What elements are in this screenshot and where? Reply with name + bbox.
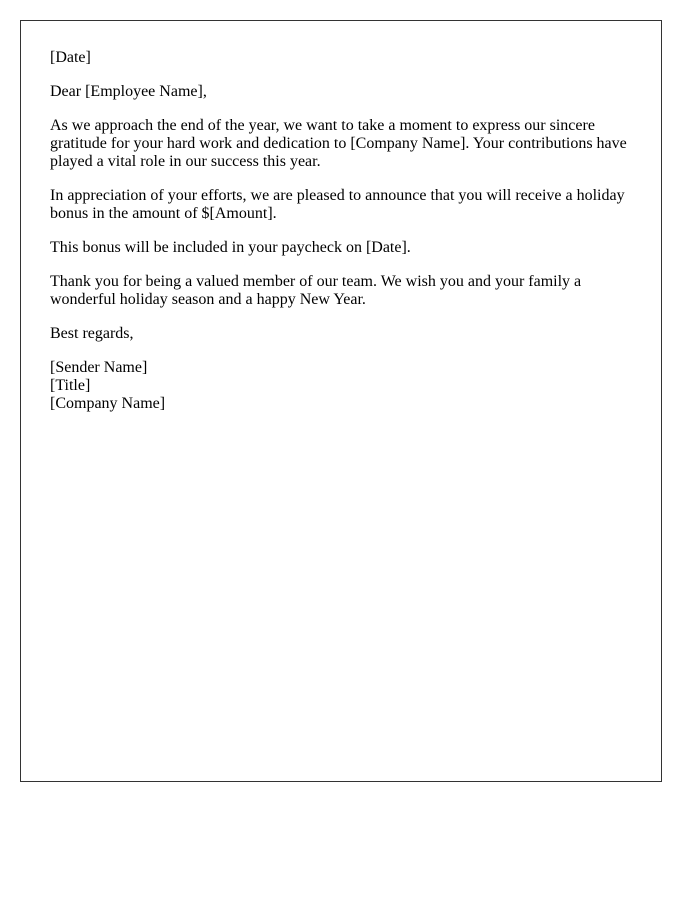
letter-body (50, 49, 640, 413)
letter-page (20, 20, 662, 782)
paragraph-bonus-announcement: In appreciation of your efforts, we are pleased to announce that you will receive a holiday bonus in the amount of $[Amount]. (50, 187, 625, 222)
paragraph-paycheck-date: This bonus will be included in your paycheck on [Date]. (50, 239, 411, 256)
sender-title: [Title] (50, 377, 91, 394)
closing: Best regards, (50, 325, 134, 342)
paragraph-holiday-wishes: Thank you for being a valued member of our team. We wish you and your family a wonderful holiday season and a happy New Year. (50, 273, 582, 308)
letter-date: [Date] (50, 49, 91, 66)
sender-name: [Sender Name] (50, 359, 148, 376)
paragraph-gratitude: As we approach the end of the year, we want to take a moment to express our sincere gratitude for your hard work and dedication to [Company Name]. Your contributions have played a vital role in our success this year. (50, 117, 627, 170)
salutation: Dear [Employee Name], (50, 83, 207, 100)
signature-block (50, 359, 640, 413)
sender-company: [Company Name] (50, 395, 166, 412)
